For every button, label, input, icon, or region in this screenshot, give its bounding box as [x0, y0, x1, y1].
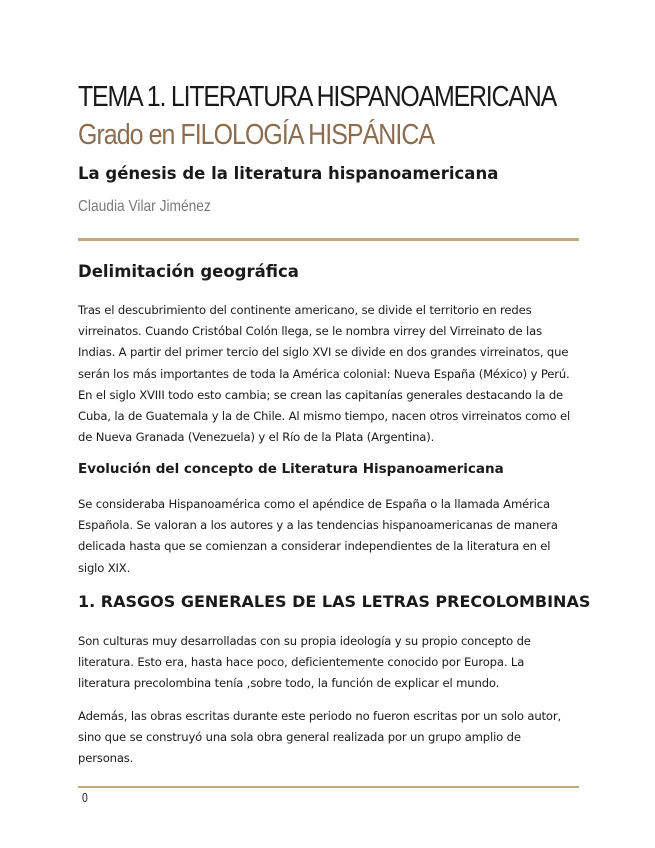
section-heading-rasgos: 1. RASGOS GENERALES DE LAS LETRAS PRECOLOMBINAS — [78, 592, 591, 611]
section-heading-evolucion: Evolución del concepto de Literatura Hispanoamericana — [78, 461, 504, 477]
footer-divider — [78, 786, 579, 788]
section-heading-geografica: Delimitación geográfica — [78, 262, 299, 281]
author-name: Claudia Vilar Jiménez — [78, 198, 211, 215]
paragraph-geografica: Tras el descubrimiento del continente americano, se divide el territorio en redes virreinatos. Cuando Cristóbal Colón llega, se le nombra virrey del Virreinato de las Indias. A partir del primer tercio del siglo XVI se divide en dos grandes virreinatos, que serán los más importantes de toda la América colonial: Nueva España (México) y Perú. En el siglo XVIII todo esto cambia; se crean las capitanías generales destacando la de Cuba, la de Guatemala y la de Chile. Al mismo tiempo, nacen otros virreinatos como el de Nueva Granada (Venezuela) y el Río de la Plata (Argentina). — [78, 303, 571, 445]
paragraph-rasgos-1: Son culturas muy desarrolladas con su propia ideología y su propio concepto de literatura. Esto era, hasta hace poco, deficientemente conocido por Europa. La literatura precolombina tenía ,sobre todo, la función de explicar el mundo. — [78, 634, 531, 691]
header-divider — [78, 238, 579, 241]
document-subtitle: Grado en FILOLOGÍA HISPÁNICA — [78, 119, 435, 151]
page-number: 0 — [82, 790, 88, 805]
paragraph-rasgos-2: Además, las obras escritas durante este periodo no fueron escritas por un solo autor, sino que se construyó una sola obra general realizada por un grupo amplio de personas. — [78, 709, 562, 766]
document-topic: La génesis de la literatura hispanoamericana — [78, 164, 499, 183]
paragraph-evolucion: Se consideraba Hispanoamérica como el apéndice de España o la llamada América Española. Se valoran a los autores y a las tendencias hispanoamericanas de manera delicada hasta que se comienzan a considerar independientes de la literatura en el siglo XIX. — [78, 497, 558, 575]
document-title: TEMA 1. LITERATURA HISPANOAMERICANA — [78, 81, 557, 113]
